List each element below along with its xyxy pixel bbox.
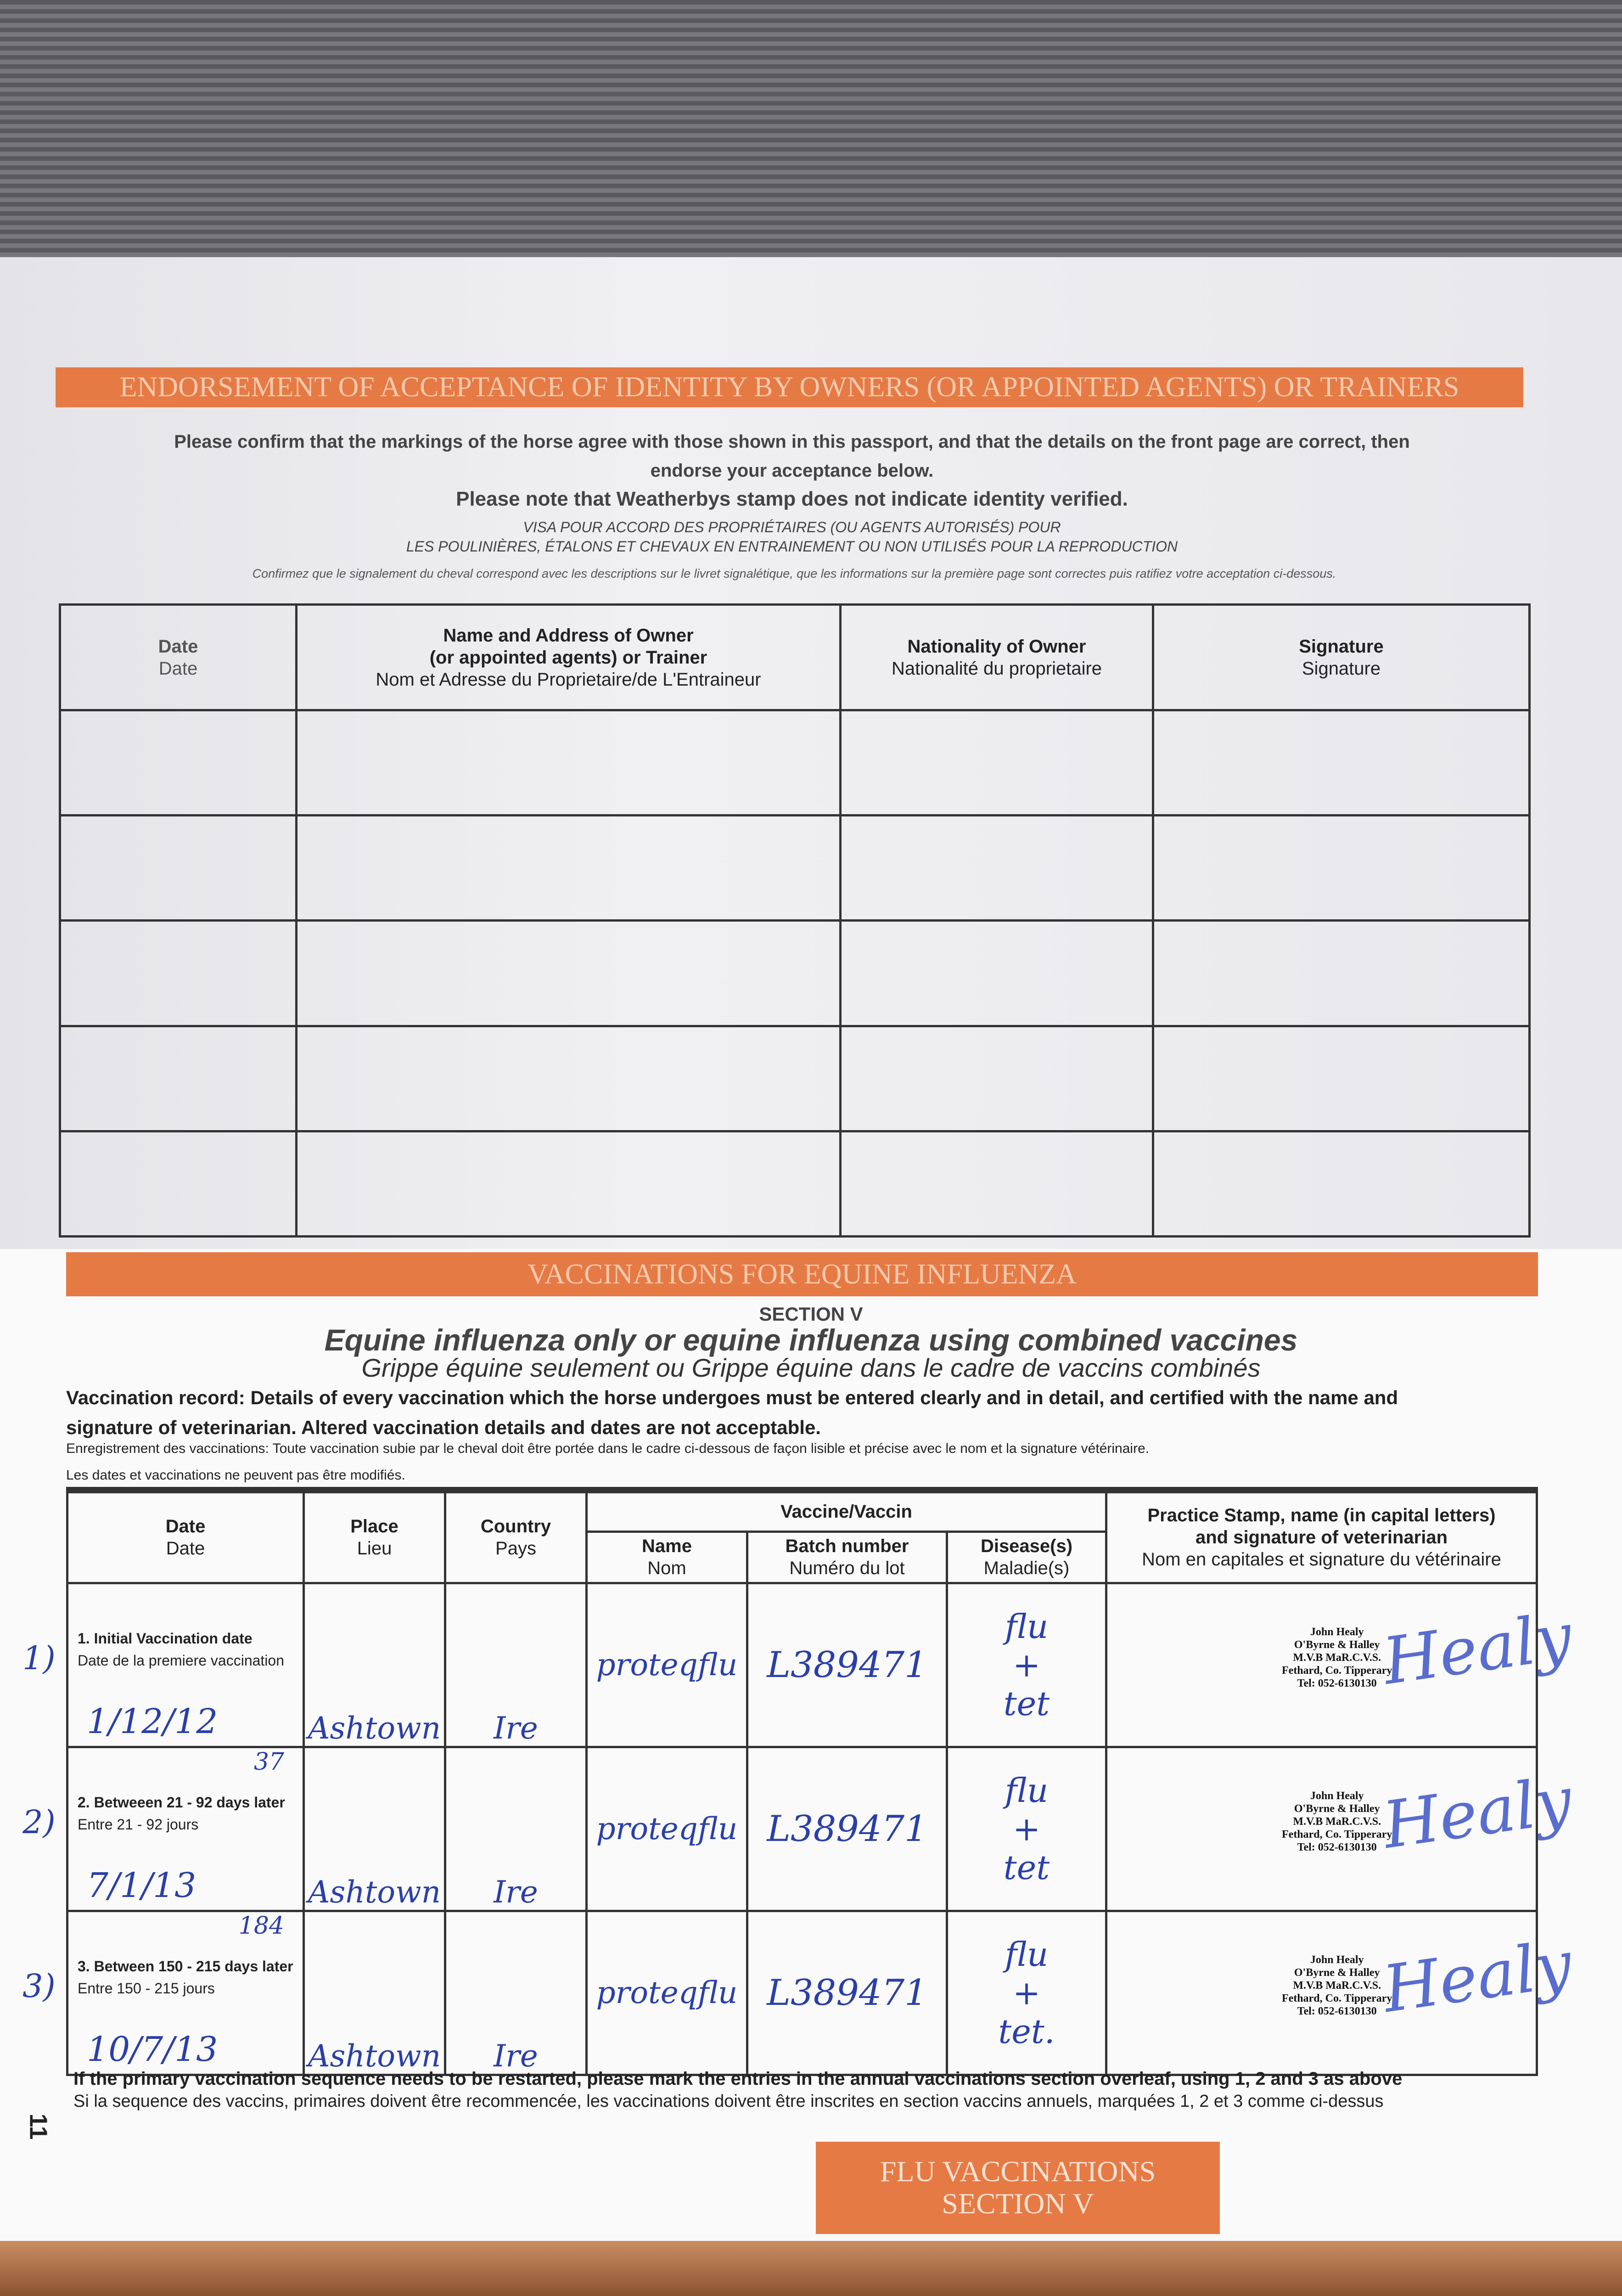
header-vaccine: Vaccine/Vaccin (587, 1490, 1106, 1531)
header-country-fr: Pays (495, 1538, 536, 1559)
batch-number[interactable]: L389471 (767, 1644, 927, 1686)
header-place-fr: Lieu (357, 1538, 392, 1559)
vaccination-place[interactable]: Ashtown (308, 1710, 441, 1746)
row-label-fr: Entre 150 - 215 jours (78, 1980, 215, 1997)
endorsement-row[interactable] (60, 921, 1530, 1026)
header-place: Place (350, 1516, 398, 1537)
vaccination-date[interactable]: 7/1/13 (87, 1865, 196, 1905)
stamp-line: O'Byrne & Halley (1294, 1638, 1380, 1651)
endorsement-row[interactable] (60, 1131, 1530, 1236)
endorsement-row[interactable] (60, 710, 1530, 816)
stamp-line: O'Byrne & Halley (1294, 1966, 1380, 1979)
vaccinations-banner: VACCINATIONS FOR EQUINE INFLUENZA (66, 1252, 1538, 1296)
veterinarian-signature: Healy (1378, 1762, 1577, 1863)
vaccination-place[interactable]: Ashtown (308, 2038, 441, 2074)
weatherbys-note: Please note that Weatherbys stamp does not indicate identity verified. (456, 488, 1128, 510)
disease[interactable]: tet (1003, 1848, 1050, 1887)
stamp-line: John Healy (1310, 1790, 1364, 1802)
stamp-line: Fethard, Co. Tipperary (1282, 1664, 1392, 1677)
stamp-line: Tel: 052-6130130 (1297, 2005, 1377, 2017)
header-date: Date (165, 1516, 206, 1537)
disease-plus: + (1012, 1809, 1041, 1848)
page-number: 11 (24, 2113, 52, 2140)
batch-number[interactable]: L389471 (767, 1808, 927, 1850)
vaccine-name[interactable]: proteqflu (596, 1647, 738, 1683)
vaccination-country[interactable]: Ire (494, 2038, 538, 2074)
row-margin-number: 2) (22, 1803, 56, 1841)
header-batch: Batch number (785, 1536, 909, 1556)
vaccination-record-fr: Enregistrement des vaccinations: Toute vaccination subie par le cheval doit être portée dans le cadre ci-dessous de façon lisible et précise avec le nom et la signature vétérinaire. (66, 1441, 1150, 1456)
vaccination-record-fr-2: Les dates et vaccinations ne peuvent pas être modifiés. (66, 1468, 405, 1483)
stamp-line: O'Byrne & Halley (1294, 1802, 1380, 1815)
vaccination-date[interactable]: 10/7/13 (87, 2029, 218, 2069)
header-stamp-fr: Nom en capitales et signature du vétérinaire (1142, 1549, 1501, 1570)
restart-note: If the primary vaccination sequence needs to be restarted, please mark the entries in the annual vaccinations section overleaf, using 1, 2 and 3 as above (73, 2069, 1403, 2089)
header-disease-fr: Maladie(s) (983, 1558, 1070, 1578)
veterinarian-signature: Healy (1378, 1926, 1577, 2027)
restart-note-fr: Si la sequence des vaccins, primaires doivent être recommencée, les vaccinations doivent être inscrites en section vaccins annuels, marquées 1, 2 et 3 comme ci-dessus (73, 2092, 1384, 2111)
col-nationality: Nationality of Owner (907, 636, 1086, 657)
vaccination-row (67, 1747, 1537, 1911)
vaccination-table (22, 1487, 1577, 2076)
col-date-fr: Date (158, 658, 198, 679)
endorsement-instruction: Please confirm that the markings of the horse agree with those shown in this passport, and that the details on the front page are correct, then (174, 432, 1410, 452)
endorsement-header-row (60, 605, 1530, 710)
disease-plus: + (1012, 1645, 1041, 1684)
row-label: 3. Between 150 - 215 days later (78, 1958, 293, 1975)
disease[interactable]: flu (1005, 1607, 1049, 1646)
header-batch-fr: Numéro du lot (789, 1558, 905, 1578)
section-tab (816, 2142, 1220, 2234)
stamp-line: Fethard, Co. Tipperary (1282, 1992, 1392, 2004)
practice-stamp (1282, 1626, 1392, 1690)
endorsement-row[interactable] (60, 816, 1530, 921)
header-date-fr: Date (166, 1538, 205, 1559)
vaccination-record-text: Vaccination record: Details of every vaccination which the horse undergoes must be entered clearly and in detail, and certified with the name and (66, 1387, 1398, 1408)
days-count: 184 (238, 1912, 284, 1940)
header-country: Country (480, 1516, 551, 1537)
col-signature: Signature (1299, 636, 1384, 657)
section-subtitle: Grippe équine seulement ou Grippe équine dans le cadre de vaccins combinés (361, 1353, 1261, 1382)
endorsement-fr-1: VISA POUR ACCORD DES PROPRIÉTAIRES (OU AGENTS AUTORISÉS) POUR (523, 519, 1061, 535)
stamp-line: Tel: 052-6130130 (1297, 1841, 1377, 1853)
row-margin-number: 1) (22, 1639, 56, 1677)
vaccination-row (67, 1911, 1537, 2075)
stamp-line: M.V.B MaR.C.V.S. (1293, 1651, 1381, 1664)
col-date: Date (158, 636, 198, 657)
header-disease: Disease(s) (980, 1536, 1073, 1556)
row-label: 1. Initial Vaccination date (78, 1630, 253, 1647)
vaccine-name[interactable]: proteqflu (596, 1975, 738, 2010)
stamp-line: M.V.B MaR.C.V.S. (1293, 1815, 1381, 1828)
endorsement-fr-3: Confirmez que le signalement du cheval correspond avec les descriptions sur le livret signalétique, que les informations sur la première page sont correctes puis ratifiez votre acceptation ci-dessous. (252, 567, 1336, 580)
passport-cover-edge (0, 2241, 1622, 2296)
disease[interactable]: flu (1005, 1771, 1049, 1810)
endorsement-fr-2: LES POULINIÈRES, ÉTALONS ET CHEVAUX EN ENTRAINEMENT OU NON UTILISÉS POUR LA REPRODUCTION (406, 538, 1178, 555)
batch-number[interactable]: L389471 (767, 1972, 927, 2014)
section-title: Equine influenza only or equine influenza using combined vaccines (324, 1323, 1298, 1357)
stamp-line: John Healy (1310, 1626, 1364, 1638)
stamp-line: Fethard, Co. Tipperary (1282, 1828, 1392, 1840)
vaccination-date[interactable]: 1/12/12 (87, 1701, 218, 1741)
stamp-line: Tel: 052-6130130 (1297, 1677, 1377, 1689)
section-label: SECTION V (759, 1303, 863, 1325)
section-tab-line-2: SECTION V (942, 2187, 1094, 2220)
vaccine-name[interactable]: proteqflu (596, 1811, 738, 1846)
col-signature-fr: Signature (1302, 658, 1381, 679)
header-name-fr: Nom (647, 1558, 686, 1578)
disease[interactable]: tet. (998, 2012, 1055, 2051)
vaccination-place[interactable]: Ashtown (308, 1874, 441, 1910)
disease[interactable]: tet (1003, 1684, 1050, 1723)
practice-stamp (1282, 1790, 1392, 1854)
header-stamp: Practice Stamp, name (in capital letters) (1147, 1505, 1496, 1526)
header-name: Name (642, 1536, 692, 1556)
vaccination-record-text-2: signature of veterinarian. Altered vaccination details and dates are not acceptable. (66, 1417, 821, 1438)
scanner-background (0, 0, 1622, 257)
row-label-fr: Date de la premiere vaccination (78, 1652, 285, 1669)
section-tab-line-1: FLU VACCINATIONS (880, 2155, 1156, 2188)
vaccination-country[interactable]: Ire (494, 1710, 538, 1746)
col-owner-fr: Nom et Adresse du Proprietaire/de L'Entraineur (376, 669, 761, 690)
days-count: 37 (253, 1748, 284, 1776)
col-owner: Name and Address of Owner (443, 625, 694, 646)
header-stamp-2: and signature of veterinarian (1195, 1527, 1448, 1548)
stamp-line: M.V.B MaR.C.V.S. (1293, 1979, 1381, 1992)
col-nationality-fr: Nationalité du proprietaire (891, 658, 1102, 679)
vaccination-country[interactable]: Ire (494, 1874, 538, 1910)
endorsement-banner: ENDORSEMENT OF ACCEPTANCE OF IDENTITY BY OWNERS (OR APPOINTED AGENTS) OR TRAINERS (56, 367, 1523, 407)
vaccination-row (67, 1583, 1537, 1747)
endorsement-instruction-2: endorse your acceptance below. (650, 461, 934, 481)
endorsement-table (59, 603, 1531, 1238)
stamp-line: John Healy (1310, 1953, 1364, 1966)
endorsement-row[interactable] (60, 1026, 1530, 1131)
row-label-fr: Entre 21 - 92 jours (78, 1816, 199, 1833)
disease[interactable]: flu (1005, 1935, 1049, 1974)
row-margin-number: 3) (22, 1967, 56, 2005)
row-label: 2. Betweeen 21 - 92 days later (78, 1794, 285, 1811)
veterinarian-signature: Healy (1378, 1598, 1577, 1699)
practice-stamp (1282, 1953, 1392, 2018)
disease-plus: + (1012, 1973, 1041, 2012)
col-owner-2: (or appointed agents) or Trainer (429, 647, 707, 668)
